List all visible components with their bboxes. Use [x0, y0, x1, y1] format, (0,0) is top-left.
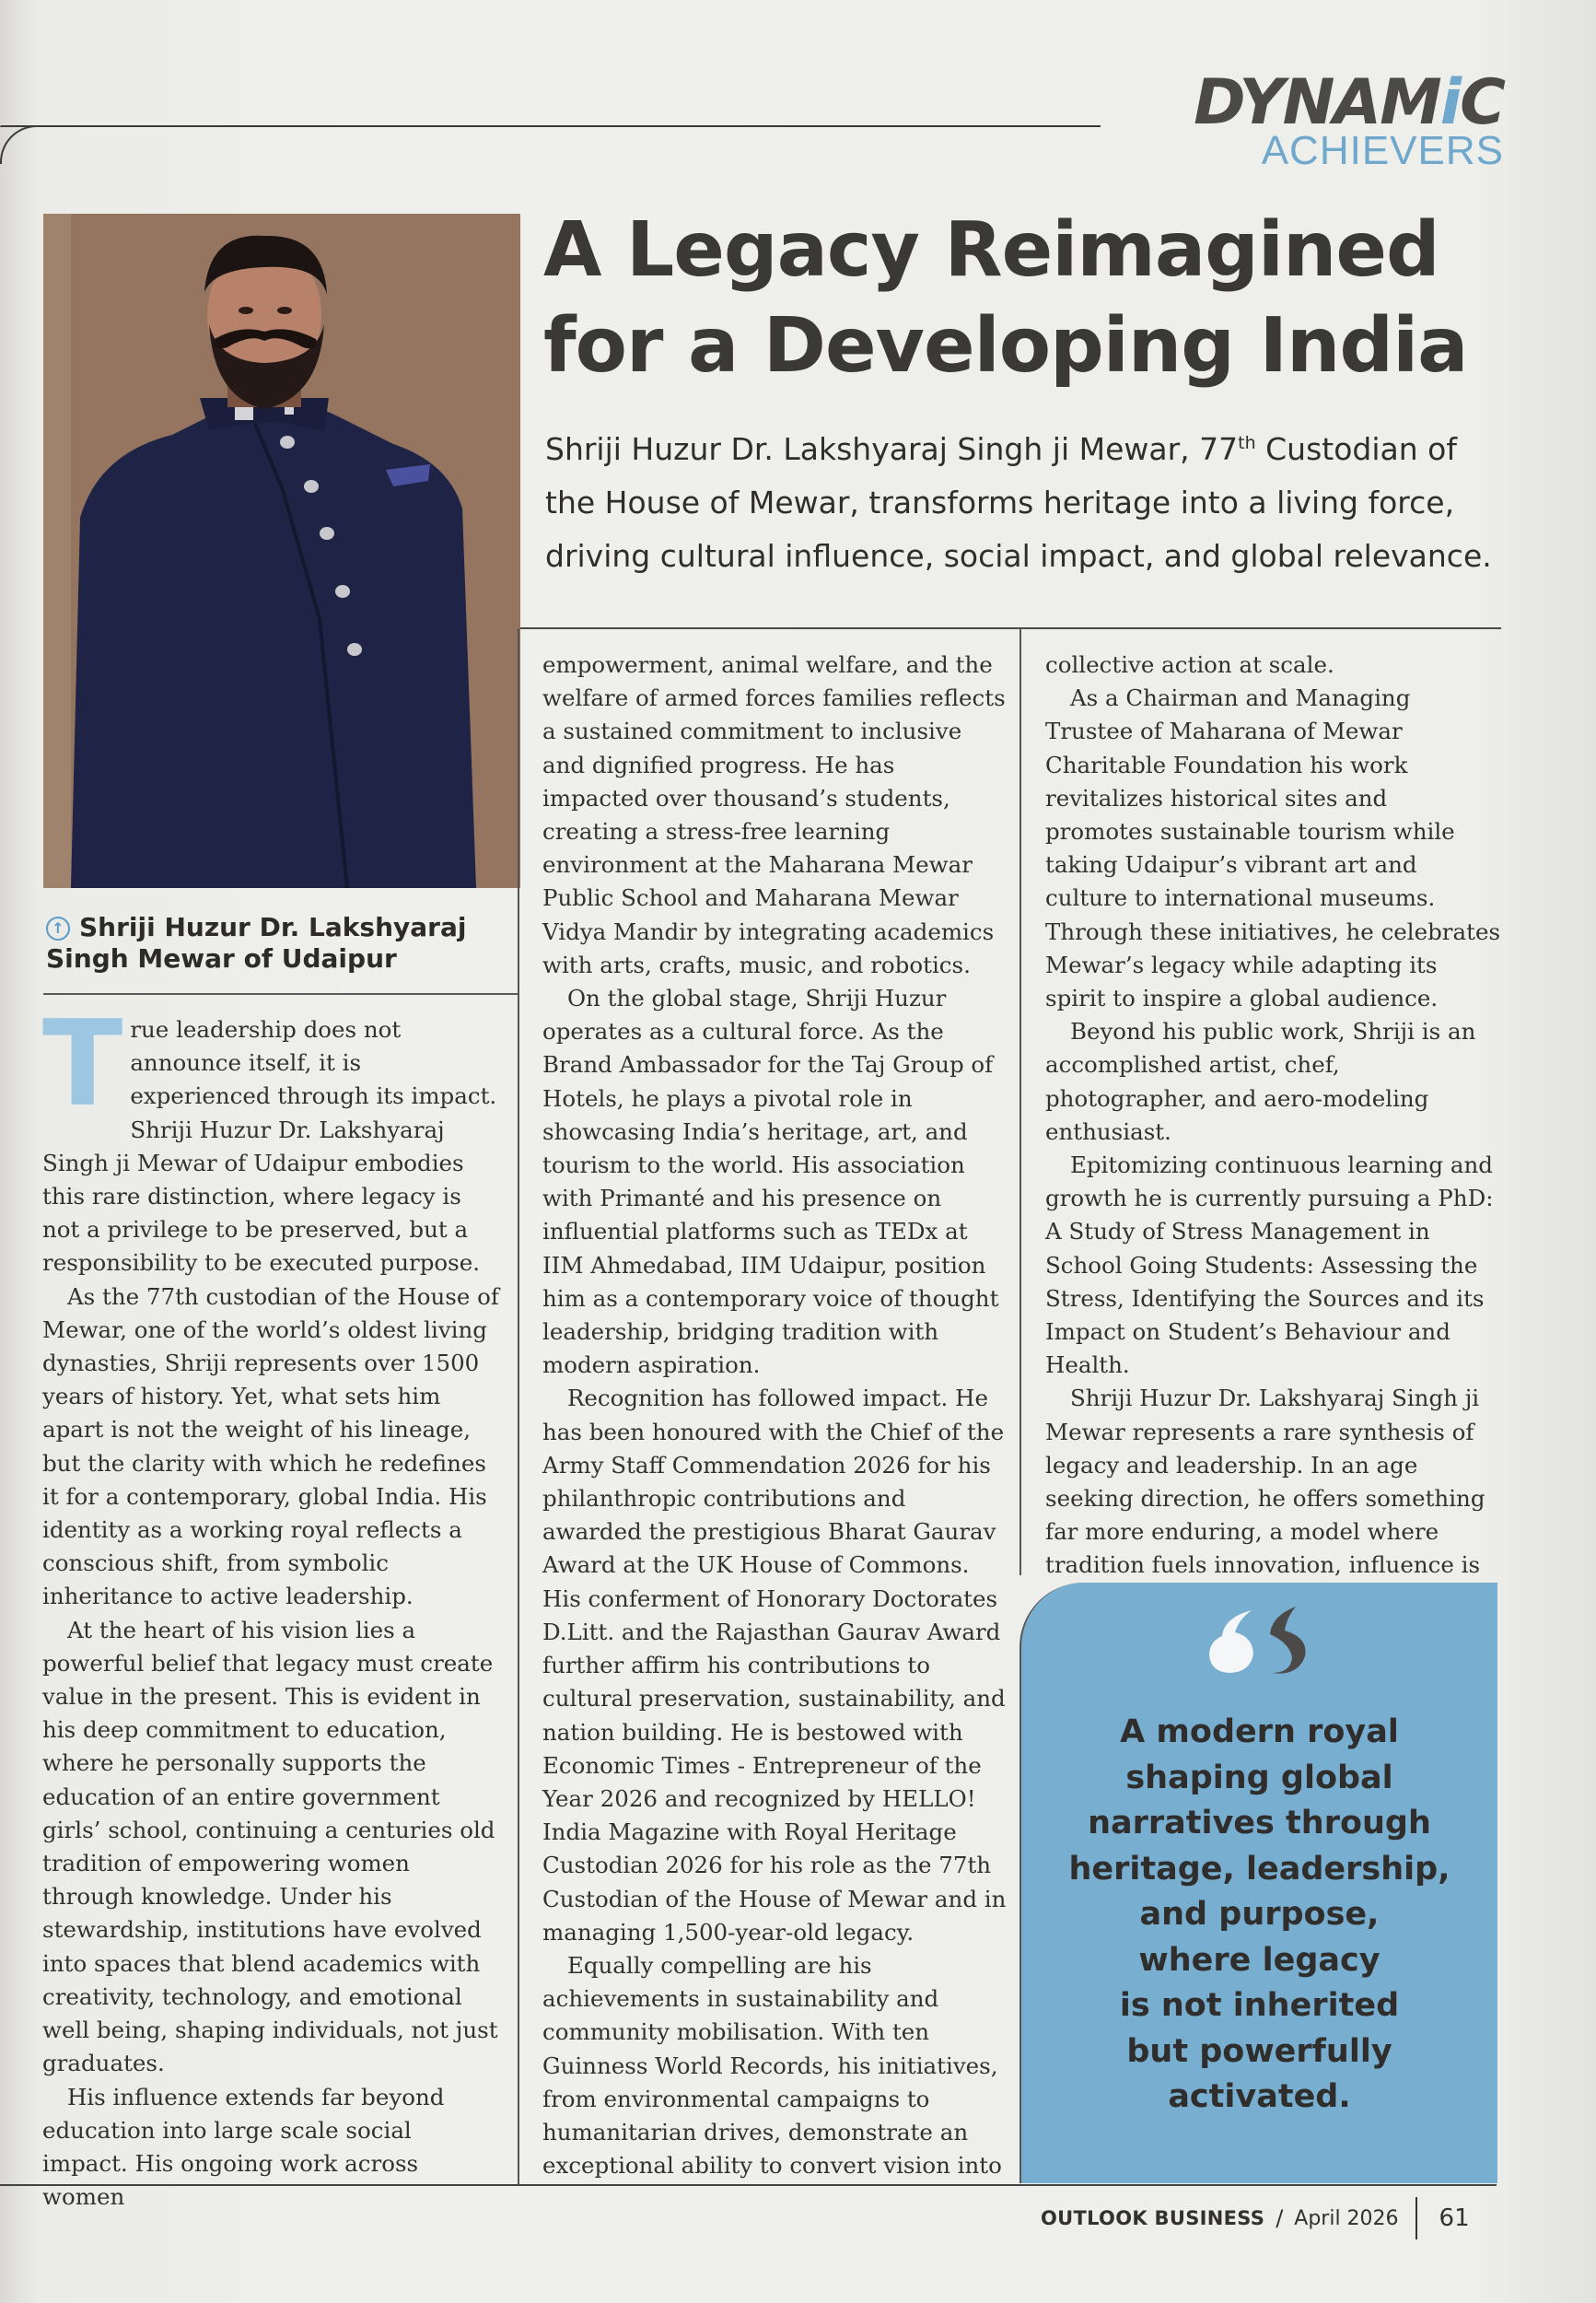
paragraph: Equally compelling are his achievements in sustainability and community mobilisation. With ten Guinness World Records, his initiatives, from environmental campaigns to humanitarian drives, demonstrate an exceptional ability to convert vision into	[542, 1951, 1002, 2180]
pull-quote-box	[1019, 1583, 1497, 2183]
standfirst-divider	[520, 627, 1501, 629]
footer-rule	[0, 2184, 1497, 2186]
body-column-3	[1045, 649, 1501, 1682]
page-footer	[1041, 2200, 1470, 2237]
portrait-photo	[43, 214, 520, 888]
quotation-mark-icon	[1206, 1605, 1316, 1678]
pull-quote-text: A modern royal shaping global narratives through heritage, leadership, and purpose, where legacy is not inherited but powerfully activated.	[1068, 1713, 1450, 2115]
body-column-2	[542, 649, 1008, 2182]
page-number: 61	[1439, 2204, 1470, 2232]
paragraph: As the 77th custodian of the House of Mewar, one of the world’s oldest living dynasties, Shriji represents over 1500 years of history. Yet, what sets him apart is not the weight of his lineage, but the clarity with which he redefines it for a contemporary, global India. His identity as a working royal reflects a conscious shift, from symbolic inheritance to active leadership.	[42, 1282, 499, 1610]
paragraph: Beyond his public work, Shriji is an accomplished artist, chef, photographer, and aero-modeling enthusiast.	[1045, 1018, 1476, 1145]
arrow-up-icon: ↑	[46, 917, 70, 941]
section-logo	[1194, 66, 1504, 173]
paragraph: Shriji Huzur Dr. Lakshyaraj Singh ji Mewar represents a rare synthesis of legacy and leadership. In an age seeking direction, he offers something far more enduring, a model where tradition fuels innovation, influence is	[1045, 1385, 1485, 1579]
headline-line-2: for a Developing India	[543, 302, 1468, 390]
paragraph: At the heart of his vision lies a powerful belief that legacy must create value in the present. This is evident in his deep commitment to education, where he personally supports the education of an entire government girls’ school, continuing a centuries old tradition of empowering women through knowledge. Under his stewardship, institutions have evolved into spaces that blend academics with creativity, technology, and emotional well being, shaping individuals, not just graduates.	[42, 1616, 498, 2077]
paragraph: On the global stage, Shriji Huzur operates as a cultural force. As the Brand Ambassador for the Taj Group of Hotels, he plays a pivotal role in showcasing India’s heritage, art, and tourism to the world. His association with Primanté and his presence on influential platforms such as TEDx at IIM Ahmedabad, IIM Udaipur, position him as a contemporary voice of thought leadership, bridging tradition with modern aspiration.	[542, 985, 999, 1379]
paragraph: True leadership does not announce itself, it is experienced through its impact. Shriji Huzur Dr. Lakshyaraj Singh ji Mewar of Udaipur embodies this rare distinction, where legacy is not a privilege to be preserved, but a responsibility to be executed purpose.	[42, 996, 497, 1277]
portrait-illustration	[43, 214, 520, 888]
photo-caption	[46, 912, 516, 975]
drop-cap: T	[42, 996, 123, 1133]
body-column-1	[42, 996, 503, 2214]
paragraph: collective action at scale.	[1045, 651, 1334, 678]
footer-separator: /	[1276, 2205, 1284, 2231]
headline-line-1: A Legacy Reimagined	[543, 206, 1439, 294]
paragraph: His influence extends far beyond education into large scale social impact. His ongoing work across women	[42, 2083, 445, 2211]
paragraph: empowerment, animal welfare, and the welfare of armed forces families reflects a sustained commitment to inclusive and dignified progress. He has impacted over thousand’s students, creating a stress-free learning environment at the Maharana Mewar Public School and Maharana Mewar Vidya Mandir by integrating academics with arts, crafts, music, and robotics.	[542, 651, 1006, 978]
footer-divider	[1415, 2197, 1417, 2239]
header-rule	[0, 125, 1101, 127]
column-divider-2	[1019, 628, 1021, 1575]
issue-date: April 2026	[1294, 2206, 1399, 2230]
paragraph: Recognition has followed impact. He has been honoured with the Chief of the Army Staff Commendation 2026 for his philanthropic contributions and awarded the prestigious Bharat Gaurav Award at the UK House of Commons. His conferment of Honorary Doctorates D.Litt. and the Rajasthan Gaurav Award further affirm his contributions to cultural preservation, sustainability, and nation building. He is bestowed with Economic Times - Entrepreneur of the Year 2026 and recognized by HELLO! India Magazine with Royal Heritage Custodian 2026 for his role as the 77th Custodian of the House of Mewar and in managing 1,500-year-old legacy.	[542, 1385, 1007, 1946]
caption-divider	[43, 993, 518, 995]
paragraph: As a Chairman and Managing Trustee of Maharana of Mewar Charitable Foundation his work revitalizes historical sites and promotes sustainable tourism while taking Udaipur’s vibrant art and culture to international museums. Through these initiatives, he celebrates Mewar’s legacy while adapting its spirit to inspire a global audience.	[1045, 684, 1501, 1012]
publication-name: OUTLOOK BUSINESS	[1041, 2207, 1265, 2229]
paragraph: Epitomizing continuous learning and growth he is currently pursuing a PhD: A Study of Stress Management in School Going Students: Assessing the Stress, Identifying the Sources and its Impact on Student’s Behaviour and Health.	[1045, 1152, 1494, 1379]
column-divider-1	[518, 628, 519, 2185]
section-logo-dynamic: DYNAMiC	[1194, 66, 1504, 139]
caption-text: Shriji Huzur Dr. Lakshyaraj Singh Mewar of Udaipur	[46, 912, 467, 974]
article-standfirst: Shriji Huzur Dr. Lakshyaraj Singh ji Mewar, 77th Custodian of the House of Mewar, transforms heritage into a living force, driving cultural influence, social impact, and global relevance.	[545, 431, 1492, 574]
article-headline	[543, 203, 1520, 394]
section-logo-achievers: ACHIEVERS	[1261, 128, 1504, 173]
